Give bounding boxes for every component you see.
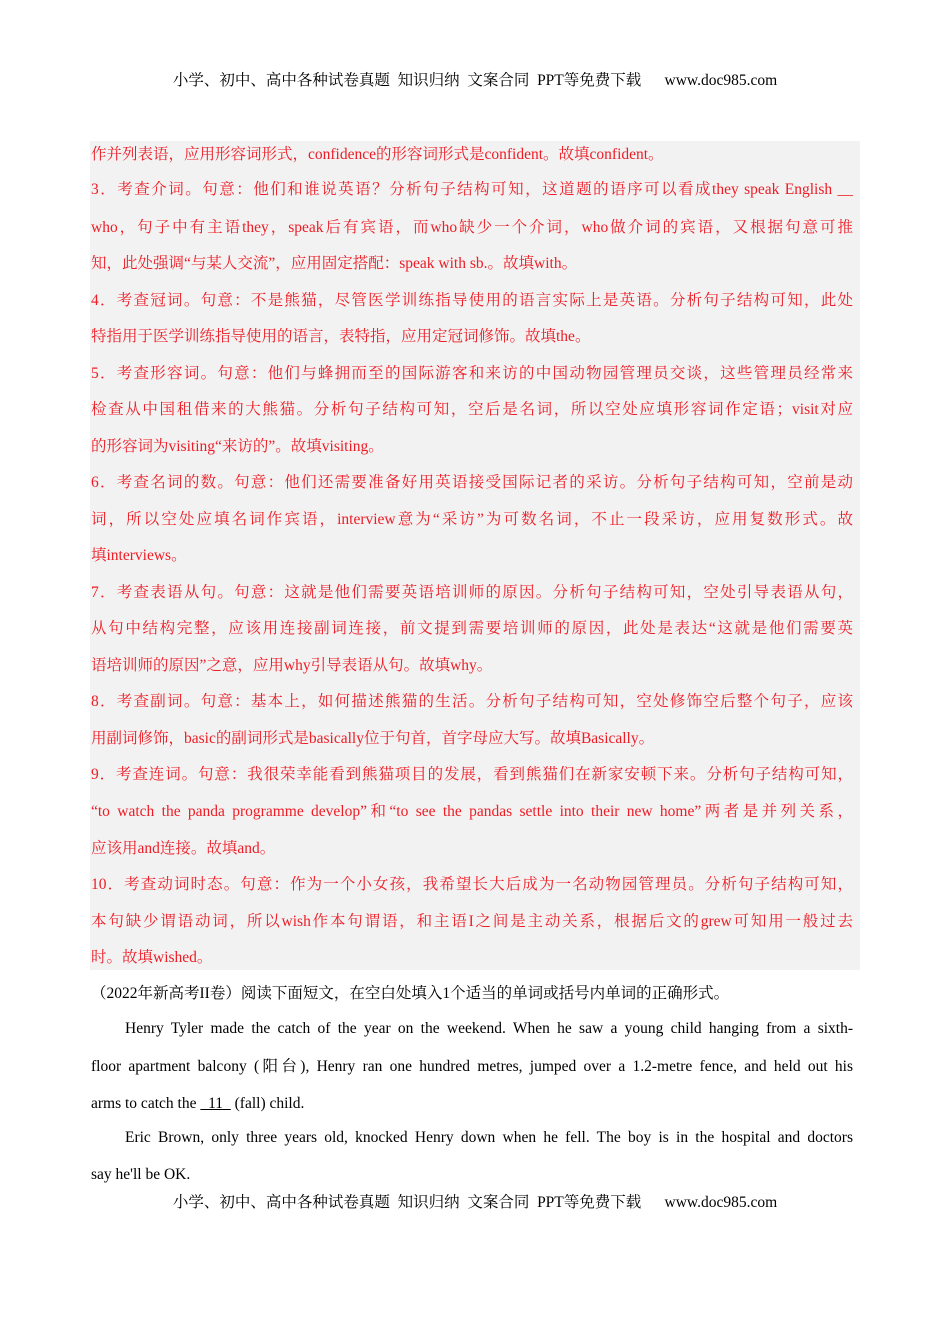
- answer-line: 应该用and连接。故填and。: [91, 840, 276, 857]
- passage-line: Henry Tyler made the catch of the year on the weekend. When he saw a young child hanging from a sixth-: [125, 1020, 853, 1037]
- answer-line: 检查从中国租借来的大熊猫。分析句子结构可知，空后是名词，所以空处应填形容词作定语；visit对应: [91, 401, 853, 418]
- answer-line: 语培训师的原因”之意，应用why引导表语从句。故填why。: [91, 657, 493, 674]
- answer-line: 作并列表语，应用形容词形式，confidence的形容词形式是confident。故填confident。: [91, 146, 664, 163]
- answer-line: 词，所以空处应填名词作宾语，interview意为“采访”为可数名词，不止一段采访，应用复数形式。故: [91, 511, 853, 528]
- answer-line: 10．考查动词时态。句意：作为一个小女孩，我希望长大后成为一名动物园管理员。分析句子结构可知，: [91, 876, 853, 893]
- blank-11: 11: [200, 1095, 231, 1112]
- passage-line: [91, 1094, 853, 1114]
- passage-line: floor apartment balcony (阳台), Henry ran one hundred metres, jumped over a 1.2-metre fence, and held out his: [91, 1058, 853, 1075]
- exercise-instruction: （2022年新高考II卷）阅读下面短文，在空白处填入1个适当的单词或括号内单词的正确形式。: [91, 985, 730, 1002]
- answer-line: 9．考查连词。句意：我很荣幸能看到熊猫项目的发展，看到熊猫们在新家安顿下来。分析句子结构可知，: [91, 766, 853, 783]
- passage-text: arms to catch the: [91, 1095, 201, 1112]
- answer-line: 填interviews。: [91, 547, 187, 564]
- answer-line: 本句缺少谓语动词，所以wish作本句谓语，和主语I之间是主动关系，根据后文的grew可知用一般过去: [91, 913, 853, 930]
- answer-line: 从句中结构完整，应该用连接副词连接，前文提到需要培训师的原因，此处是表达“这就是他们需要英: [91, 620, 853, 637]
- passage-line: Eric Brown, only three years old, knocked Henry down when he fell. The boy is in the hospital and doctors: [125, 1129, 853, 1146]
- answer-line: 的形容词为visiting“来访的”。故填visiting。: [91, 438, 384, 455]
- page-footer: 小学、初中、高中各种试卷真题 知识归纳 文案合同 PPT等免费下载 www.doc985.com: [172, 1194, 778, 1211]
- answer-line: 6．考查名词的数。句意：他们还需要准备好用英语接受国际记者的采访。分析句子结构可知，空前是动: [91, 474, 853, 491]
- answer-line: 5．考查形容词。句意：他们与蜂拥而至的国际游客和来访的中国动物园管理员交谈，这些管理员经常来: [91, 365, 853, 382]
- page-header: 小学、初中、高中各种试卷真题 知识归纳 文案合同 PPT等免费下载 www.doc985.com: [172, 72, 778, 89]
- answer-line: 7．考查表语从句。句意：这就是他们需要英语培训师的原因。分析句子结构可知，空处引导表语从句，: [91, 584, 853, 601]
- answer-line: 知，此处强调“与某人交流”，应用固定搭配：speak with sb.。故填with。: [91, 255, 578, 272]
- answer-line: 3．考查介词。句意：他们和谁说英语？分析句子结构可知，这道题的语序可以看成they speak English __: [91, 181, 853, 198]
- answer-line: 4．考查冠词。句意：不是熊猫，尽管医学训练指导使用的语言实际上是英语。分析句子结构可知，此处: [91, 292, 853, 309]
- answer-line: 用副词修饰，basic的副词形式是basically位于句首，首字母应大写。故填Basically。: [91, 730, 655, 747]
- passage-line: say he'll be OK.: [91, 1166, 191, 1183]
- passage-text: (fall) child.: [230, 1095, 305, 1112]
- answer-line: 8．考查副词。句意：基本上，如何描述熊猫的生活。分析句子结构可知，空处修饰空后整个句子，应该: [91, 693, 853, 710]
- answer-line: 时。故填wished。: [91, 949, 213, 966]
- answer-line: 特指用于医学训练指导使用的语言，表特指，应用定冠词修饰。故填the。: [91, 328, 591, 345]
- answer-line: who，句子中有主语they，speak后有宾语，而who缺少一个介词，who做介词的宾语，又根据句意可推: [91, 219, 853, 236]
- answer-line: “to watch the panda programme develop”和“to see the pandas settle into their new home”两者是并列关系，: [91, 803, 853, 820]
